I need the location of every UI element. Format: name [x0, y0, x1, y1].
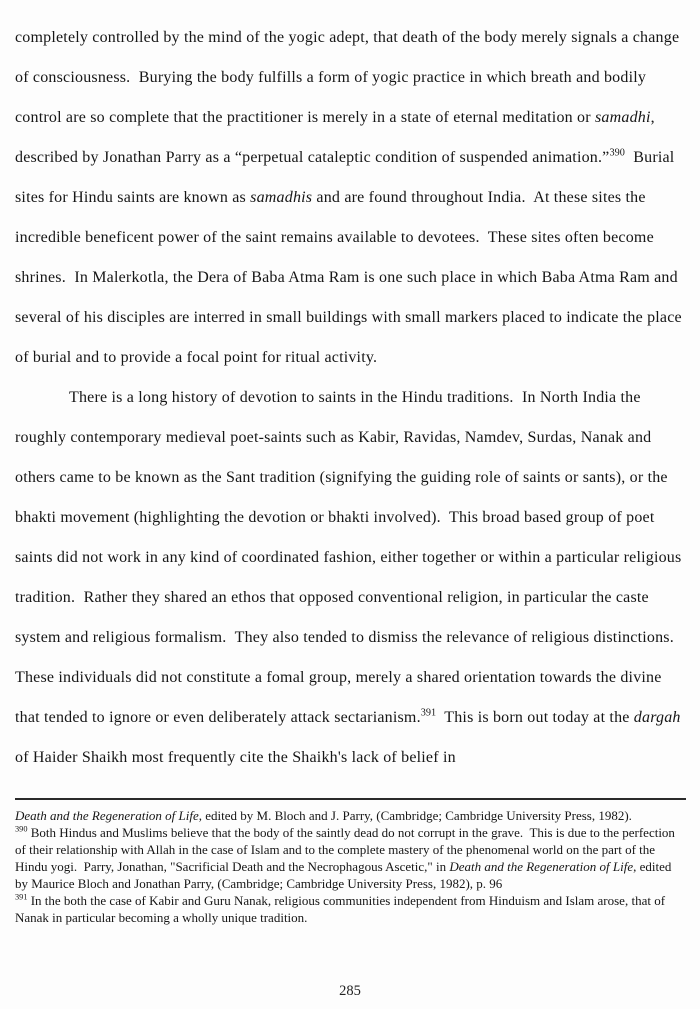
footnotes	[0, 800, 700, 926]
text-run: In the both the case of Kabir and Guru Nanak, religious communities independent from Hinduism and Islam arose, that of Nanak in particular becoming a wholly unique tradition.	[15, 893, 669, 925]
italic-text-run: Death and the Regeneration of Life	[15, 808, 199, 823]
page-number: 285	[339, 983, 361, 999]
paragraph	[15, 892, 686, 926]
text-run: completely controlled by the mind of the yogic adept, that death of the body merely signals a change of consciousness. Burying the body fulfills a form of yogic practice in which breath and bodily control are so complete that the practitioner is merely in a state of eternal meditation or	[15, 29, 684, 126]
text-run: , edited by Maurice Bloch and Jonathan Parry, (Cambridge; Cambridge University Press, 1982), p. 96	[15, 859, 675, 891]
footnote-ref: 391	[15, 892, 28, 902]
footnote-ref: 391	[420, 707, 437, 719]
paragraph	[15, 378, 686, 778]
text-run: Burial sites for Hindu saints are known as	[15, 149, 679, 206]
text-run: of Haider Shaikh most frequently cite the Shaikh's lack of belief in	[15, 709, 685, 766]
text-run: There is a long history of devotion to saints in the Hindu traditions. In North India the roughly contemporary medieval poet-saints such as Kabir, Ravidas, Namdev, Surdas, Nanak and others came to be known as the Sant tradition (signifying the guiding role of saints or sants), or the bhakti movement (highlighting the devotion or bhakti involved). This broad based group of poet saints did not work in any kind of coordinated fashion, either together or within a particular religious tradition. Rather they shared an ethos that opposed conventional religion, in particular the caste system and religious formalism. They also tended to dismiss the relevance of religious distinctions. These individuals did not constitute a fomal group, merely a shared orientation towards the divine that tended to ignore or even deliberately attack sectarianism.	[15, 389, 686, 726]
footnote-ref: 390	[15, 824, 28, 834]
italic-text-run: Death and the Regeneration of Life	[449, 859, 634, 874]
text-run: , edited by M. Bloch and J. Parry, (Cambridge; Cambridge University Press, 1982).	[198, 808, 632, 823]
paragraph	[15, 807, 686, 824]
text-run: This is born out today at the	[436, 709, 634, 726]
paragraph	[15, 824, 686, 892]
text-run: , described by Jonathan Parry as a “perpetual cataleptic condition of suspended animation.”	[15, 109, 660, 166]
italic-text-run: samadhis	[250, 189, 313, 206]
text-run: Both Hindus and Muslims believe that the body of the saintly dead do not corrupt in the grave. This is due to the perfection of their relationship with Allah in the case of Islam and to the complete mastery of the phenomenal world on the part of the Hindu yogi. Parry, Jonathan, "Sacrificial Death and the Necrophagous Ascetic," in	[15, 825, 679, 874]
paragraph	[15, 18, 686, 378]
text-run: and are found throughout India. At these sites the incredible beneficent power of the saint remains available to devotees. These sites often become shrines. In Malerkotla, the Dera of Baba Atma Ram is one such place in which Baba Atma Ram and several of his disciples are interred in small buildings with small markers placed to indicate the place of burial and to provide a focal point for ritual activity.	[15, 189, 687, 366]
italic-text-run: dargah	[633, 709, 681, 726]
italic-text-run: samadhi	[594, 109, 651, 126]
footnote-ref: 390	[609, 147, 625, 159]
